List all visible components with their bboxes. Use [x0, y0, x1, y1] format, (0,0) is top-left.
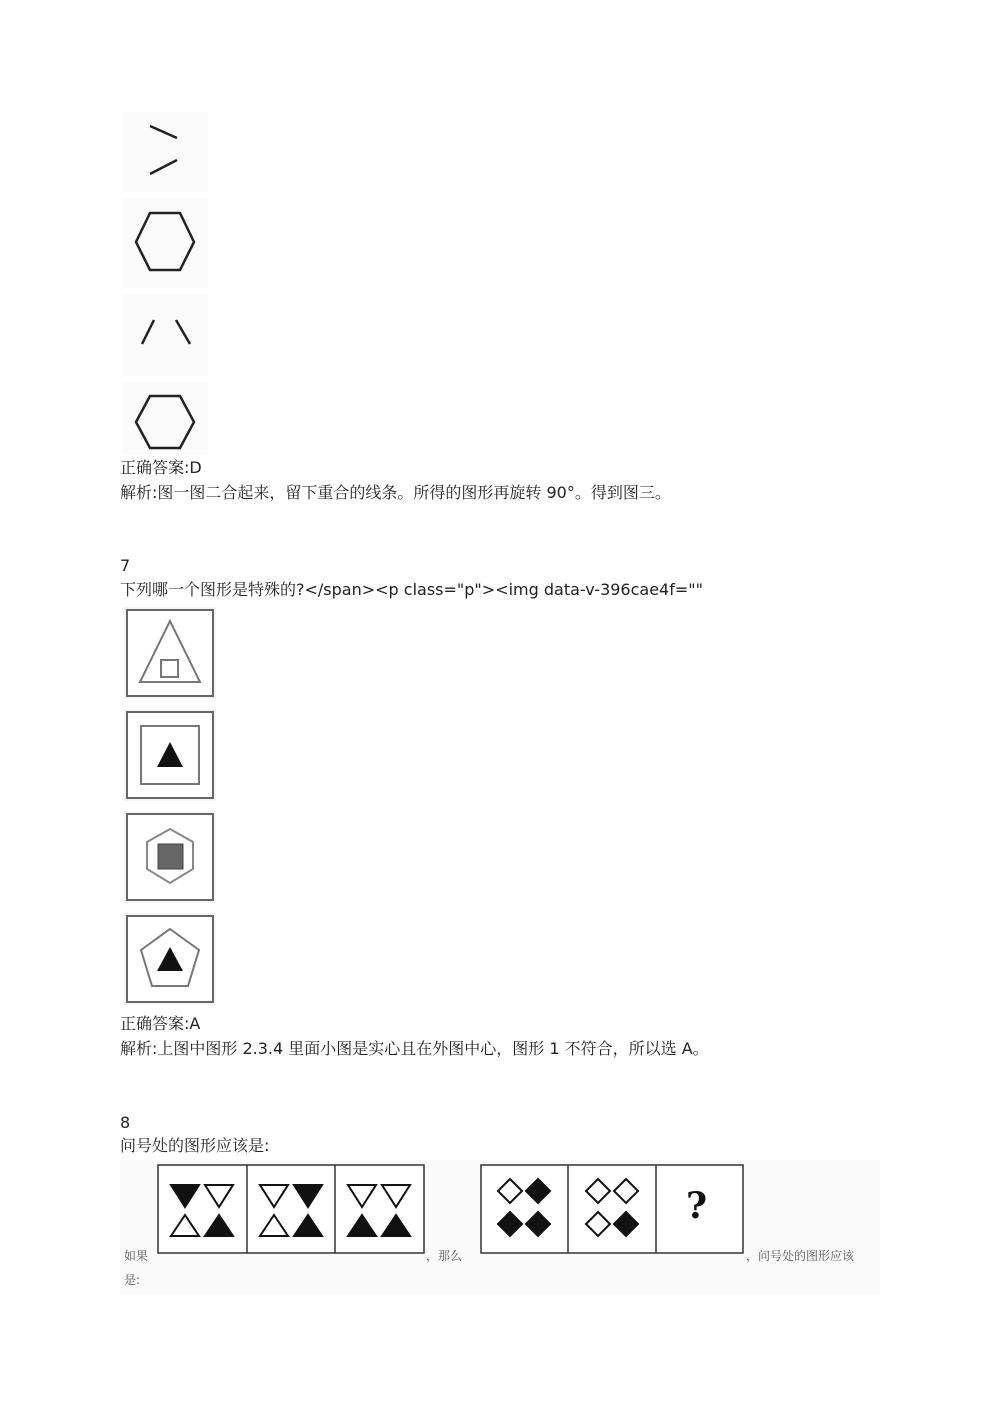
q6-explanation: 解析:图一图二合起来，留下重合的线条。所得的图形再旋转 90°。得到图三。 [120, 483, 671, 502]
q7-option-2-figure [124, 709, 216, 801]
q8-number: 8 [120, 1113, 131, 1132]
q7-explanation: 解析:上图中图形 2.3.4 里面小图是实心且在外图中心，图形 1 不符合，所以选 A。 [120, 1039, 709, 1058]
q6-option-a-figure [122, 112, 208, 192]
triangle-with-hollow-square-icon [124, 607, 216, 699]
q6-answer: 正确答案:D [120, 458, 202, 477]
q7-answer: 正确答案:A [120, 1014, 201, 1033]
hexagon-icon [122, 198, 208, 288]
q8-label-tail: ，问号处的图形应该 [746, 1249, 855, 1263]
q6-option-b-figure [122, 198, 208, 288]
q8-label-then: ，那么 [426, 1249, 463, 1263]
q8-label-if: 如果 [124, 1249, 149, 1263]
square-with-black-triangle-icon [124, 709, 216, 801]
two-lines-right-angle-icon [122, 112, 208, 192]
pentagon-with-black-triangle-icon [124, 913, 216, 1005]
q7-number: 7 [120, 556, 131, 575]
q7-question: 下列哪一个图形是特殊的?</span><p class="p"><img data-v-396cae4f="" [120, 580, 703, 599]
q6-option-d-figure [122, 382, 208, 454]
q7-option-3-figure [124, 811, 216, 903]
hexagon-flat-top-icon [122, 382, 208, 454]
two-lines-slanted-icon [122, 294, 208, 376]
q6-option-c-figure [122, 294, 208, 376]
hexagon-with-gray-square-icon [124, 811, 216, 903]
q7-option-4-figure [124, 913, 216, 1005]
q7-option-1-figure [124, 607, 216, 699]
q8-label-is: 是: [124, 1273, 141, 1287]
sequence-puzzle-image [120, 1160, 880, 1294]
q8-question-mark: ? [686, 1185, 708, 1227]
q8-puzzle-figure [120, 1160, 880, 1294]
q8-question: 问号处的图形应该是: [120, 1136, 270, 1155]
